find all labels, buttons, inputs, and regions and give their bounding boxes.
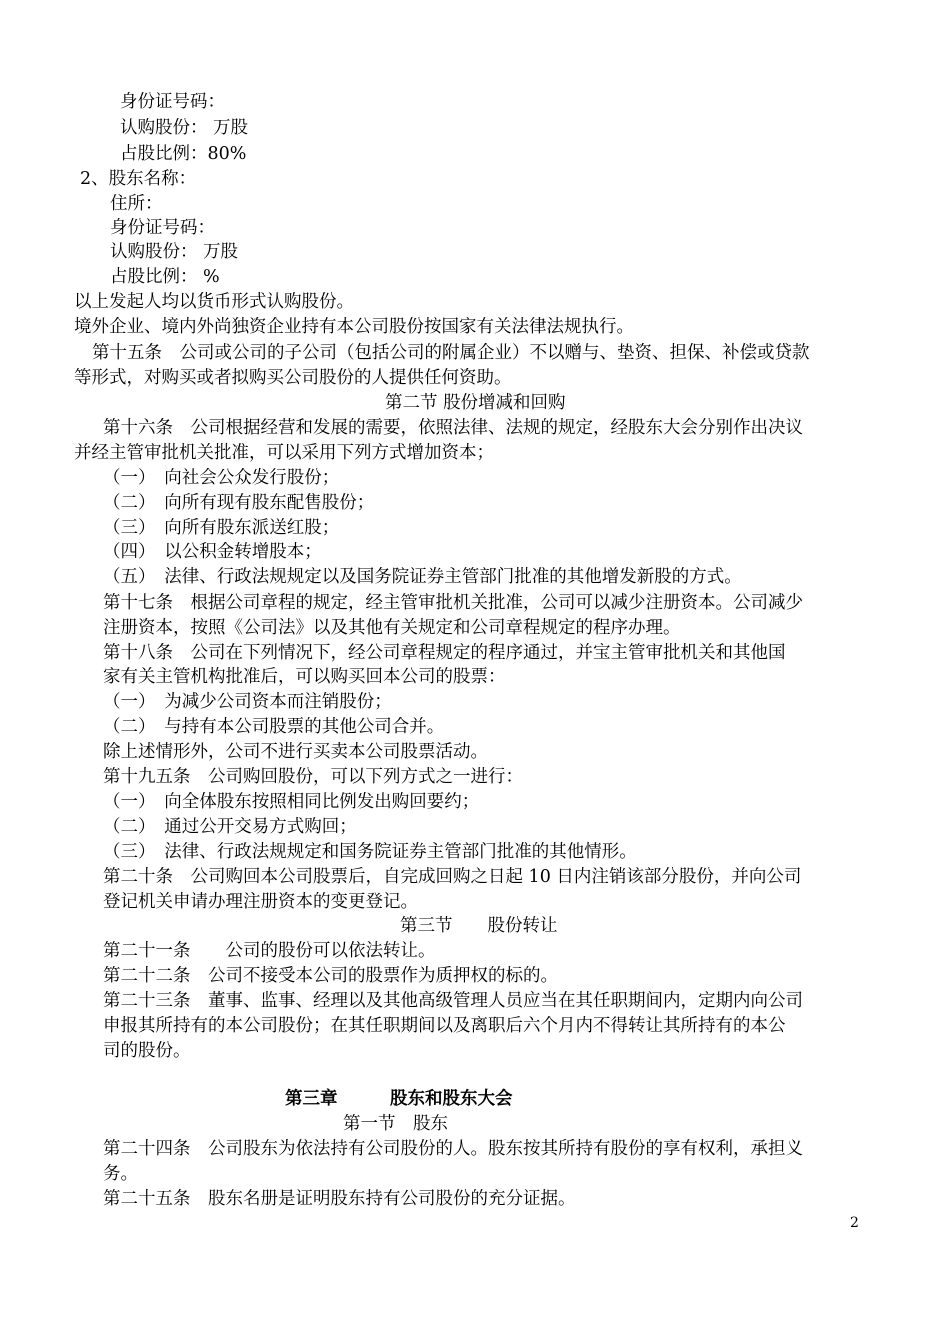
text-line: 以上发起人均以货币形式认购股份。: [74, 292, 354, 312]
text-line: 申报其所持有的本公司股份；在其任职期间以及离职后六个月内不得转让其所持有的本公: [103, 1016, 786, 1036]
list-item: （三） 法律、行政法规规定和国务院证券主管部门批准的其他情形。: [103, 842, 637, 862]
chapter-heading: 第三章 股东和股东大会: [285, 1089, 513, 1109]
text-line: 注册资本，按照《公司法》以及其他有关规定和公司章程规定的程序办理。: [103, 618, 681, 638]
text-line: 第二十五条 股东名册是证明股东持有公司股份的充分证据。: [103, 1189, 576, 1209]
text-line: 占股比例：80%: [120, 144, 247, 164]
text-line: 2、股东名称：: [80, 169, 197, 189]
text-line: 占股比例： %: [110, 267, 220, 287]
text-line: 务。: [103, 1164, 138, 1184]
text-line: 等形式，对购买或者拟购买公司股份的人提供任何资助。: [74, 368, 512, 388]
text-line: 登记机关申请办理注册资本的变更登记。: [103, 892, 418, 912]
list-item: （二） 向所有现有股东配售股份；: [103, 493, 375, 513]
text-line: 除上述情形外，公司不进行买卖本公司股票活动。: [103, 742, 488, 762]
list-item: （四） 以公积金转增股本；: [103, 542, 322, 562]
text-line: 身份证号码：: [110, 218, 215, 238]
list-item: （三） 向所有股东派送红股；: [103, 518, 340, 538]
text-line: 第十七条 根据公司章程的规定，经主管审批机关批准，公司可以减少注册资本。公司减少: [103, 593, 803, 613]
text-line: 家有关主管机构批准后，可以购买回本公司的股票：: [103, 667, 506, 687]
text-line: 司的股份。: [103, 1041, 191, 1061]
text-line: 境外企业、境内外尚独资企业持有本公司股份按国家有关法律法规执行。: [74, 317, 634, 337]
list-item: （二） 与持有本公司股票的其他公司合并。: [103, 717, 445, 737]
text-line: 第二十一条 公司的股份可以依法转让。: [103, 941, 436, 961]
list-item: （五） 法律、行政法规规定以及国务院证券主管部门批准的其他增发新股的方式。: [103, 567, 742, 587]
text-line: 第二十条 公司购回本公司股票后，自完成回购之日起 10 日内注销该部分股份，并向公司: [103, 867, 802, 887]
text-line: 住所：: [110, 194, 163, 214]
text-line: 身份证号码：: [120, 92, 225, 112]
list-item: （二） 通过公开交易方式购回；: [103, 817, 357, 837]
text-line: 第二十二条 公司不接受本公司的股票作为质押权的标的。: [103, 966, 558, 986]
text-line: 第十六条 公司根据经营和发展的需要，依照法律、法规的规定，经股东大会分别作出决议: [103, 418, 803, 438]
text-line: 第二十三条 董事、监事、经理以及其他高级管理人员应当在其任职期间内，定期内向公司: [103, 991, 803, 1011]
list-item: （一） 向社会公众发行股份；: [103, 468, 340, 488]
section-heading: 第二节 股份增减和回购: [385, 393, 566, 413]
text-line: 第十八条 公司在下列情况下，经公司章程规定的程序通过，并宝主管审批机关和其他国: [103, 643, 786, 663]
text-line: 第十五条 公司或公司的子公司（包括公司的附属企业）不以赠与、垫资、担保、补偿或贷款: [92, 343, 810, 363]
text-line: 认购股份： 万股: [110, 242, 239, 262]
text-line: 第二十四条 公司股东为依法持有公司股份的人。股东按其所持有股份的享有权利，承担义: [103, 1139, 803, 1159]
list-item: （一） 向全体股东按照相同比例发出购回要约；: [103, 792, 480, 812]
text-line: 第十九五条 公司购回股份，可以下列方式之一进行：: [103, 767, 523, 787]
list-item: （一） 为减少公司资本而注销股份；: [103, 692, 392, 712]
text-line: 并经主管审批机关批准，可以采用下列方式增加资本；: [74, 443, 494, 463]
section-heading: 第三节 股份转让: [400, 916, 558, 936]
text-line: 认购股份： 万股: [120, 118, 249, 138]
section-heading: 第一节 股东: [343, 1114, 448, 1134]
page-number: 2: [850, 1215, 859, 1231]
